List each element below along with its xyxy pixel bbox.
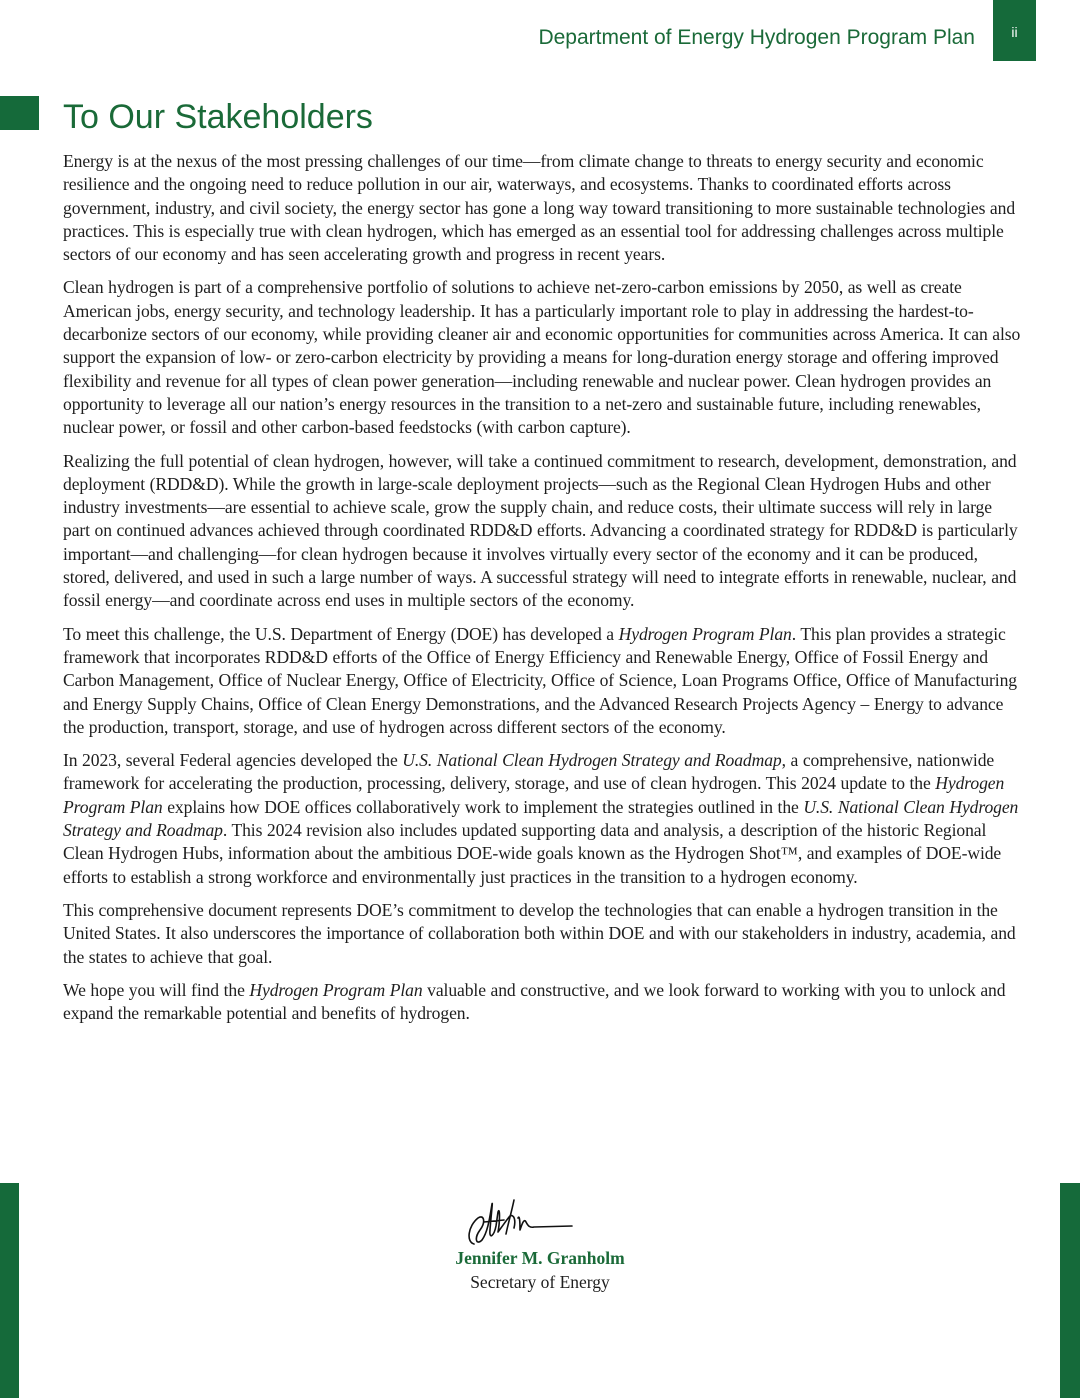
paragraph (63, 276, 1023, 439)
paragraph-text: To meet this challenge, the U.S. Department of Energy (DOE) has developed a (63, 623, 619, 644)
paragraph-text: Clean hydrogen is part of a comprehensive portfolio of solutions to achieve net-zero-carbon emissions by 2050, as well as create American jobs, energy security, and technology leadership. It has a particularly important role to play in addressing the hardest-to-decarbonize sectors of our economy, while providing cleaner air and economic opportunities for communities across America. It can also support the expansion of low- or zero-carbon electricity by providing a means for long-duration energy storage and offering improved flexibility and revenue for all types of clean power generation—including renewable and nuclear power. Clean hydrogen provides an opportunity to leverage all our nation’s energy resources in the transition to a net-zero and sustainable future, including renewables, nuclear power, or fossil and other carbon-based feedstocks (with carbon capture). (63, 277, 1021, 438)
page-title: To Our Stakeholders (63, 98, 373, 136)
signatory-name: Jennifer M. Granholm (455, 1248, 625, 1268)
page-number: ii (1011, 24, 1018, 40)
paragraph-text: . This plan provides a strategic framework that incorporates RDD&D efforts of the Office of Energy Efficiency and Renewable Energy, Office of Fossil Energy and Carbon Management, Office of Nuclear Energy, Office of Electricity, Office of Science, Loan Programs Office, Office of Manufacturing and Energy Supply Chains, Office of Clean Energy Demonstrations, and the Advanced Research Projects Agency – Energy to advance the production, transport, storage, and use of hydrogen across different sectors of the economy. (63, 623, 1017, 737)
italic-title-reference: U.S. National Clean Hydrogen Strategy and Roadmap (402, 750, 782, 771)
paragraph (63, 749, 1023, 889)
paragraph (63, 899, 1023, 969)
paragraph-text: This comprehensive document represents DOE’s commitment to develop the technologies that can enable a hydrogen transition in the United States. It also underscores the importance of collaboration both within DOE and with our stakeholders in industry, academia, and the states to achieve that goal. (63, 899, 1016, 967)
paragraph-text: Energy is at the nexus of the most pressing challenges of our time—from climate change to threats to energy security and economic resilience and the ongoing need to reduce pollution in our air, waterways, and ecosystems. Thanks to coordinated efforts across government, industry, and civil society, the energy sector has gone a long way toward transitioning to more sustainable technologies and practices. This is especially true with clean hydrogen, which has emerged as an essential tool for addressing challenges across multiple sectors of our economy and has seen accelerating growth and progress in recent years. (63, 151, 1016, 265)
paragraph-text: explains how DOE offices collaboratively work to implement the strategies outlined in the (162, 796, 804, 817)
paragraph-text: valuable and constructive, and we look forward to working with you to unlock and expand the remarkable potential and benefits of hydrogen. (63, 979, 1006, 1024)
running-header-title: Department of Energy Hydrogen Program Plan (538, 26, 975, 49)
italic-title-reference: Hydrogen Program Plan (63, 773, 1005, 817)
paragraph-text: . This 2024 revision also includes updated supporting data and analysis, a description of the historic Regional Clean Hydrogen Hubs, information about the ambitious DOE-wide goals known as the Hydrogen Shot™, and examples of DOE-wide efforts to establish a strong workforce and environmentally just practices in the transition to a hydrogen economy. (63, 820, 1002, 887)
paragraph (63, 150, 1023, 266)
paragraph-text: Realizing the full potential of clean hydrogen, however, will take a continued commitment to research, development, demonstration, and deployment (RDD&D). While the growth in large-scale deployment projects—such as the Regional Clean Hydrogen Hubs and other industry investments—are essential to achieve scale, grow the supply chain, and reduce costs, their ultimate success will rely in large part on continued advances achieved through coordinated RDD&D efforts. Advancing a coordinated strategy for RDD&D is particularly important—and challenging—for clean hydrogen because it involves virtually every sector of the economy and it can be produced, stored, delivered, and used in such a large number of ways. A successful strategy will need to integrate efforts in renewable, nuclear, and fossil energy—and coordinate across end uses in multiple sectors of the economy. (63, 450, 1018, 611)
paragraph (63, 979, 1023, 1026)
paragraph (63, 623, 1023, 739)
paragraph (63, 450, 1023, 613)
italic-title-reference: Hydrogen Program Plan (618, 623, 792, 644)
signature-icon (460, 1196, 580, 1252)
paragraph-text: , a comprehensive, nationwide framework for accelerating the production, processing, delivery, storage, and use of clean hydrogen. This 2024 update to the (63, 750, 995, 794)
italic-title-reference: Hydrogen Program Plan (249, 979, 423, 1000)
letter-body (63, 150, 1023, 1035)
signatory-title: Secretary of Energy (470, 1272, 610, 1292)
paragraph-text: We hope you will find the (63, 979, 250, 1000)
right-accent-bar (1060, 1183, 1080, 1398)
title-marker-block (0, 96, 39, 130)
italic-title-reference: U.S. National Clean Hydrogen Strategy and Roadmap (63, 796, 1019, 841)
left-accent-bar (0, 1183, 19, 1398)
page-number-tab (993, 0, 1036, 61)
paragraph-text: In 2023, several Federal agencies developed the (63, 750, 403, 771)
